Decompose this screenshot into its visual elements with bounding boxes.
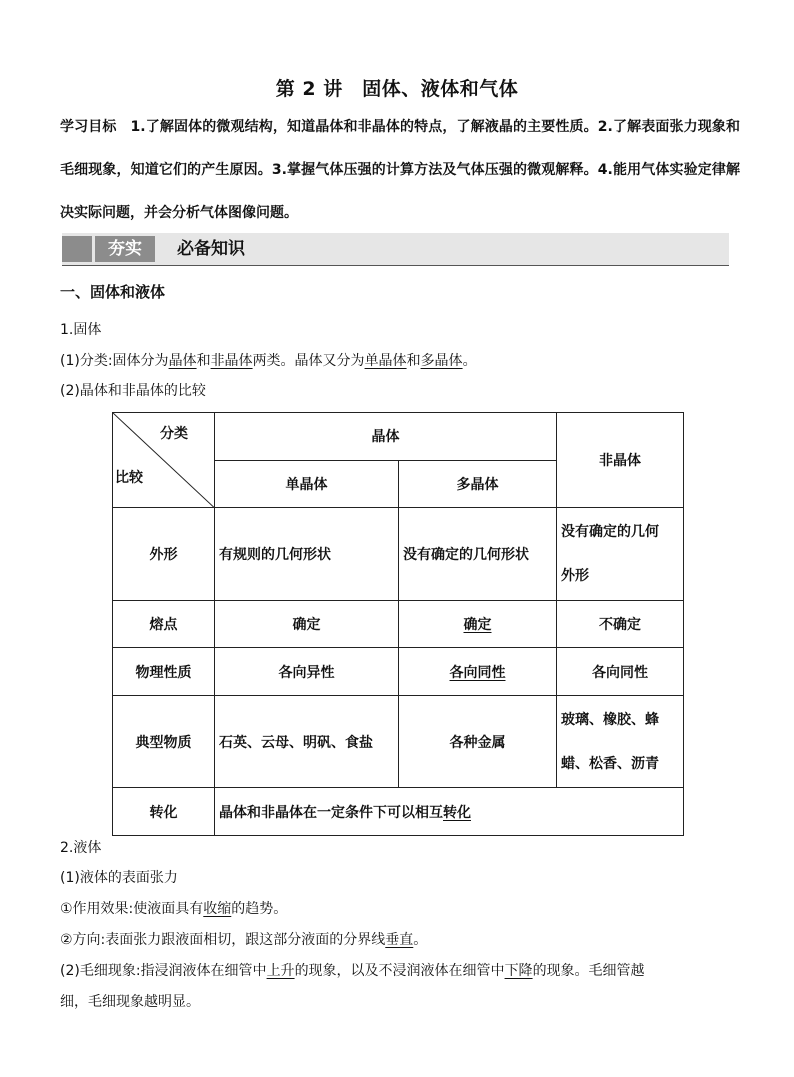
transform-under: 转化	[443, 804, 471, 821]
capillary-mid: 的现象，以及不浸润液体在细管中	[294, 963, 505, 979]
direction-end: 。	[413, 932, 428, 948]
classify-prefix: (1)分类:固体分为	[60, 353, 169, 369]
table-row	[113, 788, 684, 836]
classify-poly: 多晶体	[420, 353, 463, 369]
effect-line	[60, 899, 287, 919]
physical-amorphous: 各向同性	[557, 648, 684, 696]
comparison-table	[112, 412, 684, 836]
typical-amorphous-line1: 玻璃、橡胶、蜂	[561, 711, 659, 728]
objectives-label: 学习目标	[60, 119, 117, 135]
typical-amorphous-line2: 蜡、松香、沥青	[561, 755, 659, 772]
table-row	[113, 508, 684, 600]
transform-cell	[215, 788, 684, 836]
section-banner	[62, 233, 729, 266]
typical-poly: 各种金属	[399, 696, 557, 788]
row-label-shape: 外形	[113, 508, 215, 600]
capillary-end: 的现象。毛细管越	[532, 963, 645, 979]
classify-crystal: 晶体	[168, 353, 197, 369]
capillary-fall: 下降	[504, 963, 533, 979]
capillary-line-2: 细，毛细现象越明显。	[60, 994, 200, 1010]
classify-end: 。	[462, 353, 477, 369]
melting-poly: 确定	[399, 600, 557, 648]
corner-bottom-label: 比较	[115, 470, 143, 487]
effect-under: 收缩	[203, 901, 232, 917]
direction-under: 垂直	[385, 932, 414, 948]
banner-accent	[62, 236, 92, 262]
table-row	[113, 696, 684, 788]
corner-cell	[113, 413, 215, 508]
classify-mid: 两类。晶体又分为	[252, 353, 365, 369]
classify-single: 单晶体	[364, 353, 407, 369]
shape-single: 有规则的几何形状	[215, 508, 399, 600]
classify-and-2: 和	[406, 353, 421, 369]
direction-line	[60, 930, 427, 950]
row-label-typical: 典型物质	[113, 696, 215, 788]
classify-amorphous: 非晶体	[210, 353, 253, 369]
objectives-text: 1.了解固体的微观结构，知道晶体和非晶体的特点，了解液晶的主要性质。2.了解表面张力现象和毛细现象，知道它们的产生原因。3.掌握气体压强的计算方法及气体压强的微观解释。4.能用气体实验定律解决实际问题，并会分析气体图像问题。	[60, 119, 740, 221]
direction-prefix: ②方向:表面张力跟液面相切，跟这部分液面的分界线	[60, 932, 386, 948]
typical-amorphous	[557, 696, 684, 788]
effect-prefix: ①作用效果:使液面具有	[60, 901, 204, 917]
shape-poly: 没有确定的几何形状	[399, 508, 557, 600]
classify-and-1: 和	[196, 353, 211, 369]
solid-heading: 1.固体	[60, 322, 102, 338]
capillary-prefix: (2)毛细现象:指浸润液体在细管中	[60, 963, 267, 979]
transform-prefix: 晶体和非晶体在一定条件下可以相互	[219, 804, 443, 821]
row-label-physical: 物理性质	[113, 648, 215, 696]
banner-tag: 夯实	[95, 236, 155, 262]
header-poly: 多晶体	[399, 460, 557, 508]
physical-poly: 各向同性	[399, 648, 557, 696]
row-label-transform: 转化	[113, 788, 215, 836]
capillary-line	[60, 961, 645, 981]
corner-top-label: 分类	[160, 426, 188, 442]
page-title: 第 2 讲 固体、液体和气体	[275, 78, 519, 100]
typical-single: 石英、云母、明矾、食盐	[215, 696, 399, 788]
effect-end: 的趋势。	[231, 901, 288, 917]
classify-line	[60, 351, 477, 371]
header-single: 单晶体	[215, 460, 399, 508]
tension-heading: (1)液体的表面张力	[60, 870, 178, 886]
compare-heading: (2)晶体和非晶体的比较	[60, 383, 206, 399]
section-heading: 一、固体和液体	[60, 283, 166, 301]
physical-single: 各向异性	[215, 648, 399, 696]
shape-amorphous-line1: 没有确定的几何	[561, 524, 659, 540]
banner-text: 必备知识	[177, 239, 245, 259]
row-label-melting: 熔点	[113, 600, 215, 648]
table-row	[113, 648, 684, 696]
table-row	[113, 600, 684, 648]
header-crystal: 晶体	[215, 413, 557, 461]
table-row	[113, 413, 684, 461]
liquid-heading: 2.液体	[60, 840, 102, 856]
melting-single: 确定	[215, 600, 399, 648]
learning-objectives	[60, 106, 740, 235]
shape-amorphous	[557, 508, 684, 600]
melting-amorphous: 不确定	[557, 600, 684, 648]
capillary-rise: 上升	[266, 963, 295, 979]
shape-amorphous-line2: 外形	[561, 568, 589, 584]
header-amorphous: 非晶体	[557, 413, 684, 508]
